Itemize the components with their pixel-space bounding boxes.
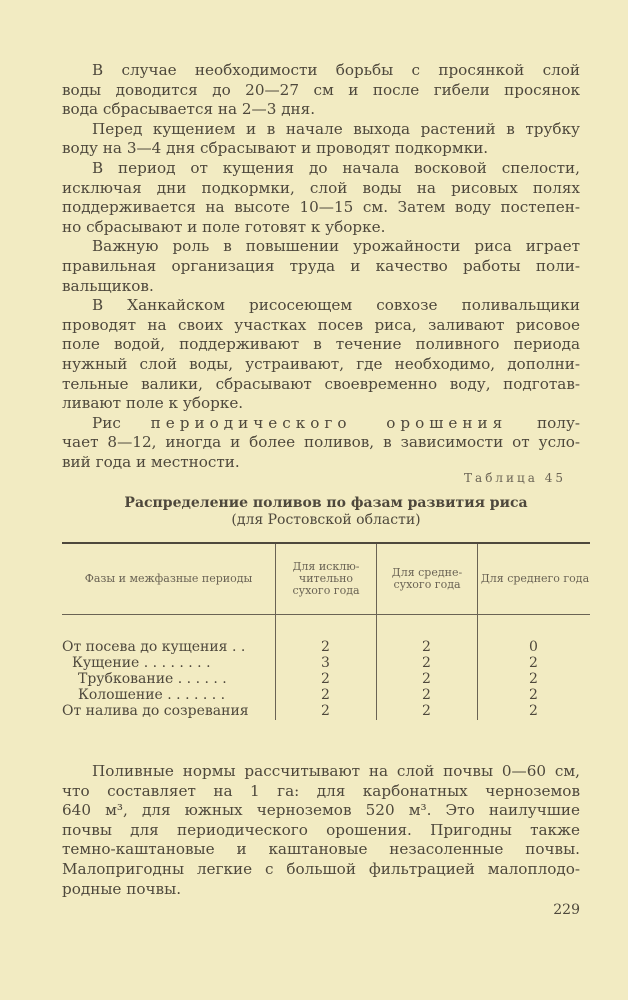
phase-cell: Трубкование . . . . . . bbox=[78, 671, 227, 687]
table-title: Распределение поливов по фазам развития риса bbox=[124, 495, 528, 511]
text-line: почвы для периодического орошения. Пригодны также bbox=[62, 820, 580, 839]
text-line: 640 м³, для южных черноземов 520 м³. Это наилучшие bbox=[62, 801, 580, 820]
value-cell: 2 bbox=[529, 687, 538, 703]
text-line: вода сбрасывается на 2—3 дня. bbox=[62, 100, 316, 119]
value-cell: 2 bbox=[529, 671, 538, 687]
text-line bbox=[62, 414, 580, 434]
text-line: нужный слой воды, устраивают, где необходимо, дополни- bbox=[62, 354, 580, 373]
header-phases: Фазы и межфазные периоды bbox=[84, 572, 253, 585]
text-line: проводят на своих участках посев риса, заливают рисовое bbox=[62, 315, 580, 334]
text-line: Важную роль в повышении урожайности риса играет bbox=[92, 237, 580, 256]
value-cell: 2 bbox=[422, 671, 431, 687]
table-subtitle: (для Ростовской области) bbox=[231, 512, 421, 528]
phase-cell: От посева до кущения . . bbox=[62, 639, 246, 655]
text-line: вальщиков. bbox=[62, 276, 154, 295]
text-word: Рис bbox=[92, 413, 121, 432]
text-line: ливают поле к уборке. bbox=[62, 394, 244, 413]
value-cell: 2 bbox=[529, 703, 538, 719]
phase-cell: От налива до созревания bbox=[62, 703, 249, 719]
page-number: 229 bbox=[553, 902, 580, 918]
text-line: В период от кущения до начала восковой спелости, bbox=[92, 158, 580, 177]
value-cell: 2 bbox=[321, 671, 330, 687]
value-cell: 2 bbox=[422, 703, 431, 719]
value-cell: 2 bbox=[422, 639, 431, 655]
spaced-term: периодического орошения bbox=[150, 413, 508, 432]
phase-cell: Колошение . . . . . . . bbox=[78, 687, 226, 703]
body-text-top bbox=[62, 61, 580, 472]
value-cell: 2 bbox=[321, 703, 330, 719]
header-average-year: Для среднего года bbox=[480, 572, 590, 585]
header-very-dry-year: Для исклю-чительно сухого года bbox=[292, 560, 360, 597]
text-word: полу- bbox=[537, 413, 581, 432]
value-cell: 2 bbox=[422, 655, 431, 671]
table-row bbox=[62, 639, 590, 655]
text-line: Поливные нормы рассчитывают на слой почвы 0—60 см, bbox=[92, 762, 580, 780]
text-line: В случае необходимости борьбы с просянкой слой bbox=[92, 61, 580, 79]
table-header-rule bbox=[62, 614, 590, 615]
value-cell: 2 bbox=[321, 687, 330, 703]
header-medium-dry-year: Для средне-сухого года bbox=[391, 566, 463, 591]
text-line: вий года и местности. bbox=[62, 452, 240, 471]
value-cell: 2 bbox=[321, 639, 330, 655]
text-line: что составляет на 1 га: для карбонатных черноземов bbox=[62, 781, 580, 800]
text-line: Малопригодны легкие с большой фильтрацией малоплодо- bbox=[62, 859, 580, 878]
value-cell: 3 bbox=[321, 655, 330, 671]
body-text-bottom bbox=[62, 762, 580, 899]
text-line: воду на 3—4 дня сбрасывают и проводят подкормки. bbox=[62, 139, 489, 158]
text-line: правильная организация труда и качество работы поли- bbox=[62, 256, 580, 275]
table-row bbox=[62, 703, 590, 719]
table-row bbox=[62, 655, 590, 671]
value-cell: 2 bbox=[529, 655, 538, 671]
text-line: чает 8—12, иногда и более поливов, в зависимости от усло- bbox=[62, 433, 580, 452]
table-row bbox=[62, 687, 590, 703]
text-line: темно-каштановые и каштановые незасоленные почвы. bbox=[62, 840, 580, 859]
text-line: поле водой, поддерживают в течение поливного периода bbox=[62, 335, 580, 354]
value-cell: 2 bbox=[422, 687, 431, 703]
irrigation-table bbox=[62, 542, 590, 722]
text-line: воды доводится до 20—27 см и после гибели просянок bbox=[62, 80, 580, 99]
table-number: Таблица 45 bbox=[464, 471, 566, 485]
text-line: родные почвы. bbox=[62, 879, 182, 898]
text-line: Перед кущением и в начале выхода растений в трубку bbox=[92, 119, 580, 138]
table-row bbox=[62, 671, 590, 687]
phase-cell: Кущение . . . . . . . . bbox=[72, 655, 211, 671]
value-cell: 0 bbox=[529, 639, 538, 655]
text-line: исключая дни подкормки, слой воды на рисовых полях bbox=[62, 178, 580, 197]
text-line: В Ханкайском рисосеющем совхозе поливальщики bbox=[92, 296, 580, 315]
text-line: поддерживается на высоте 10—15 см. Затем воду постепен- bbox=[62, 198, 580, 217]
text-line: но сбрасывают и поле готовят к уборке. bbox=[62, 217, 386, 236]
text-line: тельные валики, сбрасывают своевременно воду, подготав- bbox=[62, 374, 580, 393]
